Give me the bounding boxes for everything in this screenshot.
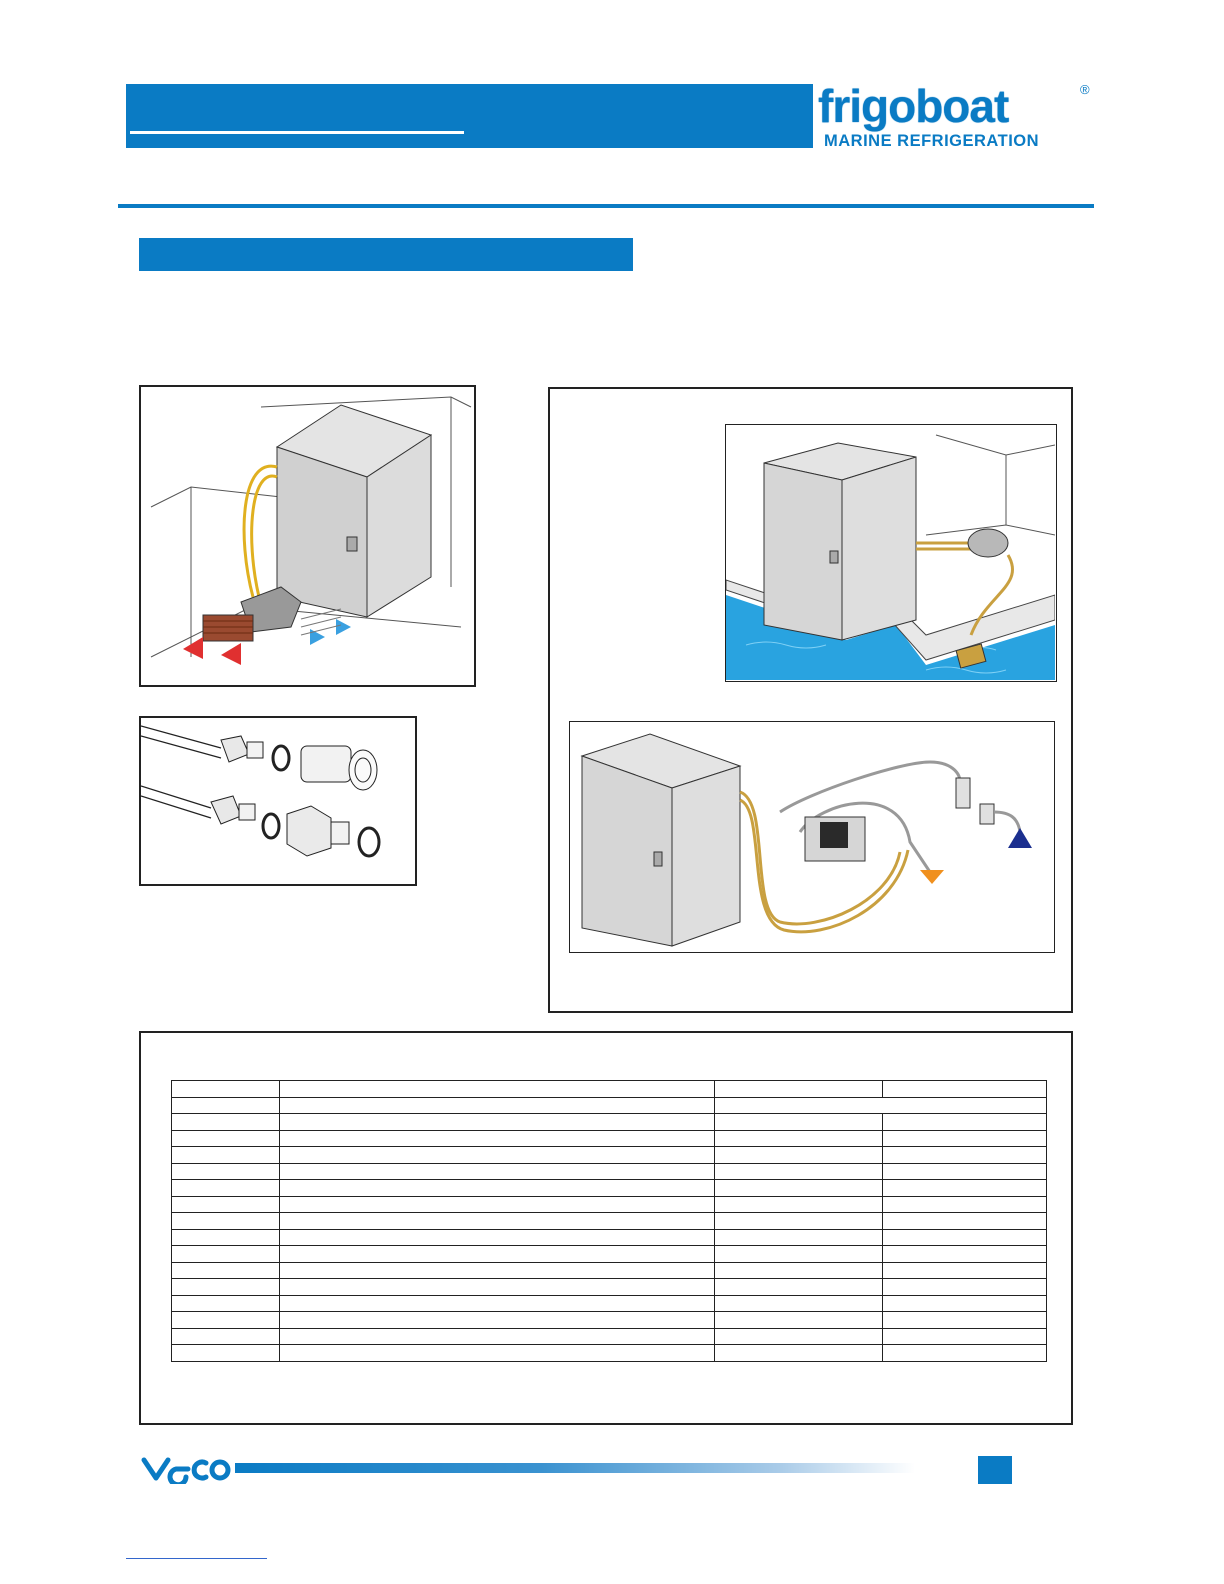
logo-wordmark: frigoboat [818,80,1009,132]
fridge-with-keel-cooler-icon [726,425,1055,680]
table-row [172,1163,1047,1180]
section-heading-bar [139,238,633,271]
fridge-with-condenser-icon [141,387,474,685]
section-divider [118,204,1094,208]
figure-couplings [139,716,417,886]
table-row [172,1213,1047,1230]
table-row [172,1295,1047,1312]
table-row [172,1130,1047,1147]
figure-air-cooled [139,385,476,687]
table-row [172,1081,1047,1098]
table-row [172,1246,1047,1263]
table-row [172,1147,1047,1164]
footer-gradient-bar [235,1463,915,1473]
page-number-box [978,1456,1012,1484]
bottom-link-underline[interactable] [126,1558,267,1559]
tube-fittings-icon [141,718,415,884]
veco-logo-icon [140,1452,232,1484]
table-row [172,1328,1047,1345]
table-row [172,1229,1047,1246]
table-row [172,1262,1047,1279]
parts-table [171,1080,1047,1362]
header-band [126,84,813,148]
figure-keel-cooler [725,424,1057,682]
table-row [172,1312,1047,1329]
header-underline [130,131,464,134]
registered-mark: ® [1080,82,1090,97]
table-row [172,1345,1047,1362]
table-row [172,1196,1047,1213]
table-row [172,1180,1047,1197]
table-row [172,1114,1047,1131]
fridge-with-pump-icon [570,722,1053,951]
logo-subtitle: MARINE REFRIGERATION [824,132,1040,150]
figure-water-cooled [569,721,1055,953]
frigoboat-logo [818,82,1094,154]
veco-logo [140,1452,232,1484]
table-row [172,1279,1047,1296]
table-row [172,1097,1047,1114]
